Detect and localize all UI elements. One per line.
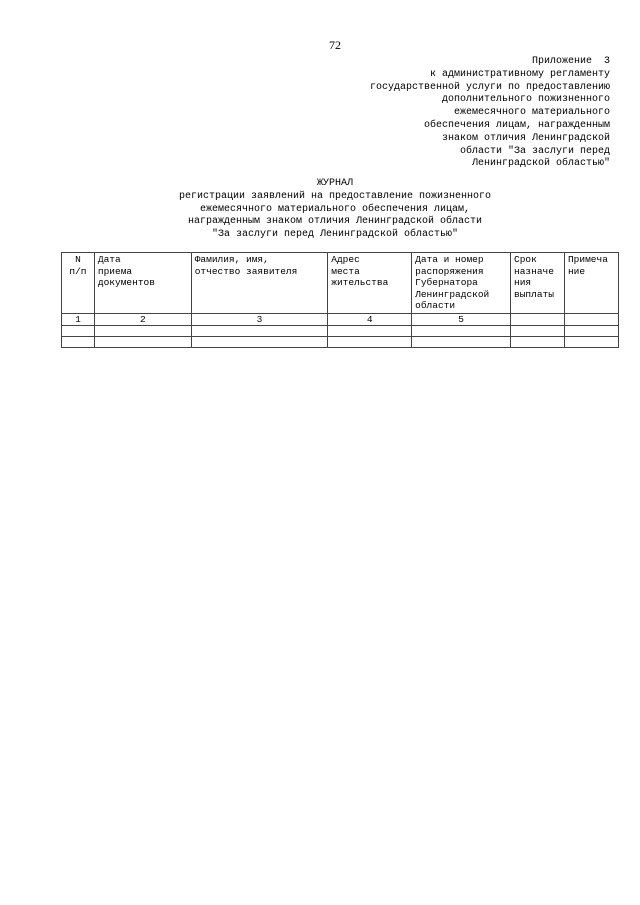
empty-cell bbox=[94, 326, 191, 337]
journal-subtitle-line: ежемесячного материального обеспечения лицам, bbox=[199, 203, 471, 215]
table-header-row bbox=[62, 253, 619, 314]
column-number-cell: 2 bbox=[94, 313, 191, 326]
appendix-line: к административному регламенту bbox=[429, 68, 610, 80]
appendix-line: государственной услуги по предоставлению bbox=[369, 81, 610, 93]
appendix-line: Ленинградской областью" bbox=[471, 158, 610, 170]
header-cell-name: Фамилия, имя, отчество заявителя bbox=[191, 253, 328, 314]
header-cell-number: N п/п bbox=[62, 253, 95, 314]
column-number-cell bbox=[564, 313, 618, 326]
journal-title: ЖУРНАЛ bbox=[316, 178, 353, 189]
empty-cell bbox=[511, 326, 565, 337]
header-cell-term: Срок назначе ния выплаты bbox=[511, 253, 565, 314]
appendix-note bbox=[310, 56, 610, 171]
column-number-cell: 4 bbox=[328, 313, 412, 326]
empty-cell bbox=[564, 337, 618, 348]
header-cell-address: Адрес места жительства bbox=[328, 253, 412, 314]
journal-subtitle-line: награжденным знаком отличия Ленинградской области bbox=[187, 216, 483, 228]
column-number-row bbox=[62, 313, 619, 326]
header-cell-date: Дата приема документов bbox=[94, 253, 191, 314]
header-cell-note: Примеча ние bbox=[564, 253, 618, 314]
appendix-line: области "За заслуги перед bbox=[459, 145, 610, 157]
empty-cell bbox=[412, 337, 511, 348]
column-number-cell: 3 bbox=[191, 313, 328, 326]
empty-cell bbox=[564, 326, 618, 337]
column-number-cell: 5 bbox=[412, 313, 511, 326]
column-number-cell bbox=[511, 313, 565, 326]
empty-cell bbox=[191, 326, 328, 337]
journal-subtitle-line: "За заслуги перед Ленинградской областью" bbox=[211, 229, 459, 241]
empty-cell bbox=[511, 337, 565, 348]
page-number: 72 bbox=[329, 38, 341, 52]
register-table bbox=[61, 252, 619, 348]
appendix-line: дополнительного пожизненного bbox=[441, 94, 610, 106]
empty-cell bbox=[62, 337, 95, 348]
appendix-line: обеспечения лицам, награжденным bbox=[423, 119, 610, 131]
empty-cell bbox=[94, 337, 191, 348]
empty-cell bbox=[412, 326, 511, 337]
table-row bbox=[62, 337, 619, 348]
appendix-line: знаком отличия Ленинградской bbox=[441, 132, 610, 144]
journal-subtitle-line: регистрации заявлений на предоставление пожизненного bbox=[178, 190, 492, 202]
journal-heading bbox=[0, 178, 640, 242]
table-row bbox=[62, 326, 619, 337]
column-number-cell: 1 bbox=[62, 313, 95, 326]
empty-cell bbox=[328, 337, 412, 348]
empty-cell bbox=[62, 326, 95, 337]
appendix-line: ежемесячного материального bbox=[453, 107, 610, 119]
empty-cell bbox=[328, 326, 412, 337]
header-cell-order: Дата и номер распоряжения Губернатора Ленинградской области bbox=[412, 253, 511, 314]
empty-cell bbox=[191, 337, 328, 348]
appendix-line: Приложение 3 bbox=[531, 56, 610, 67]
